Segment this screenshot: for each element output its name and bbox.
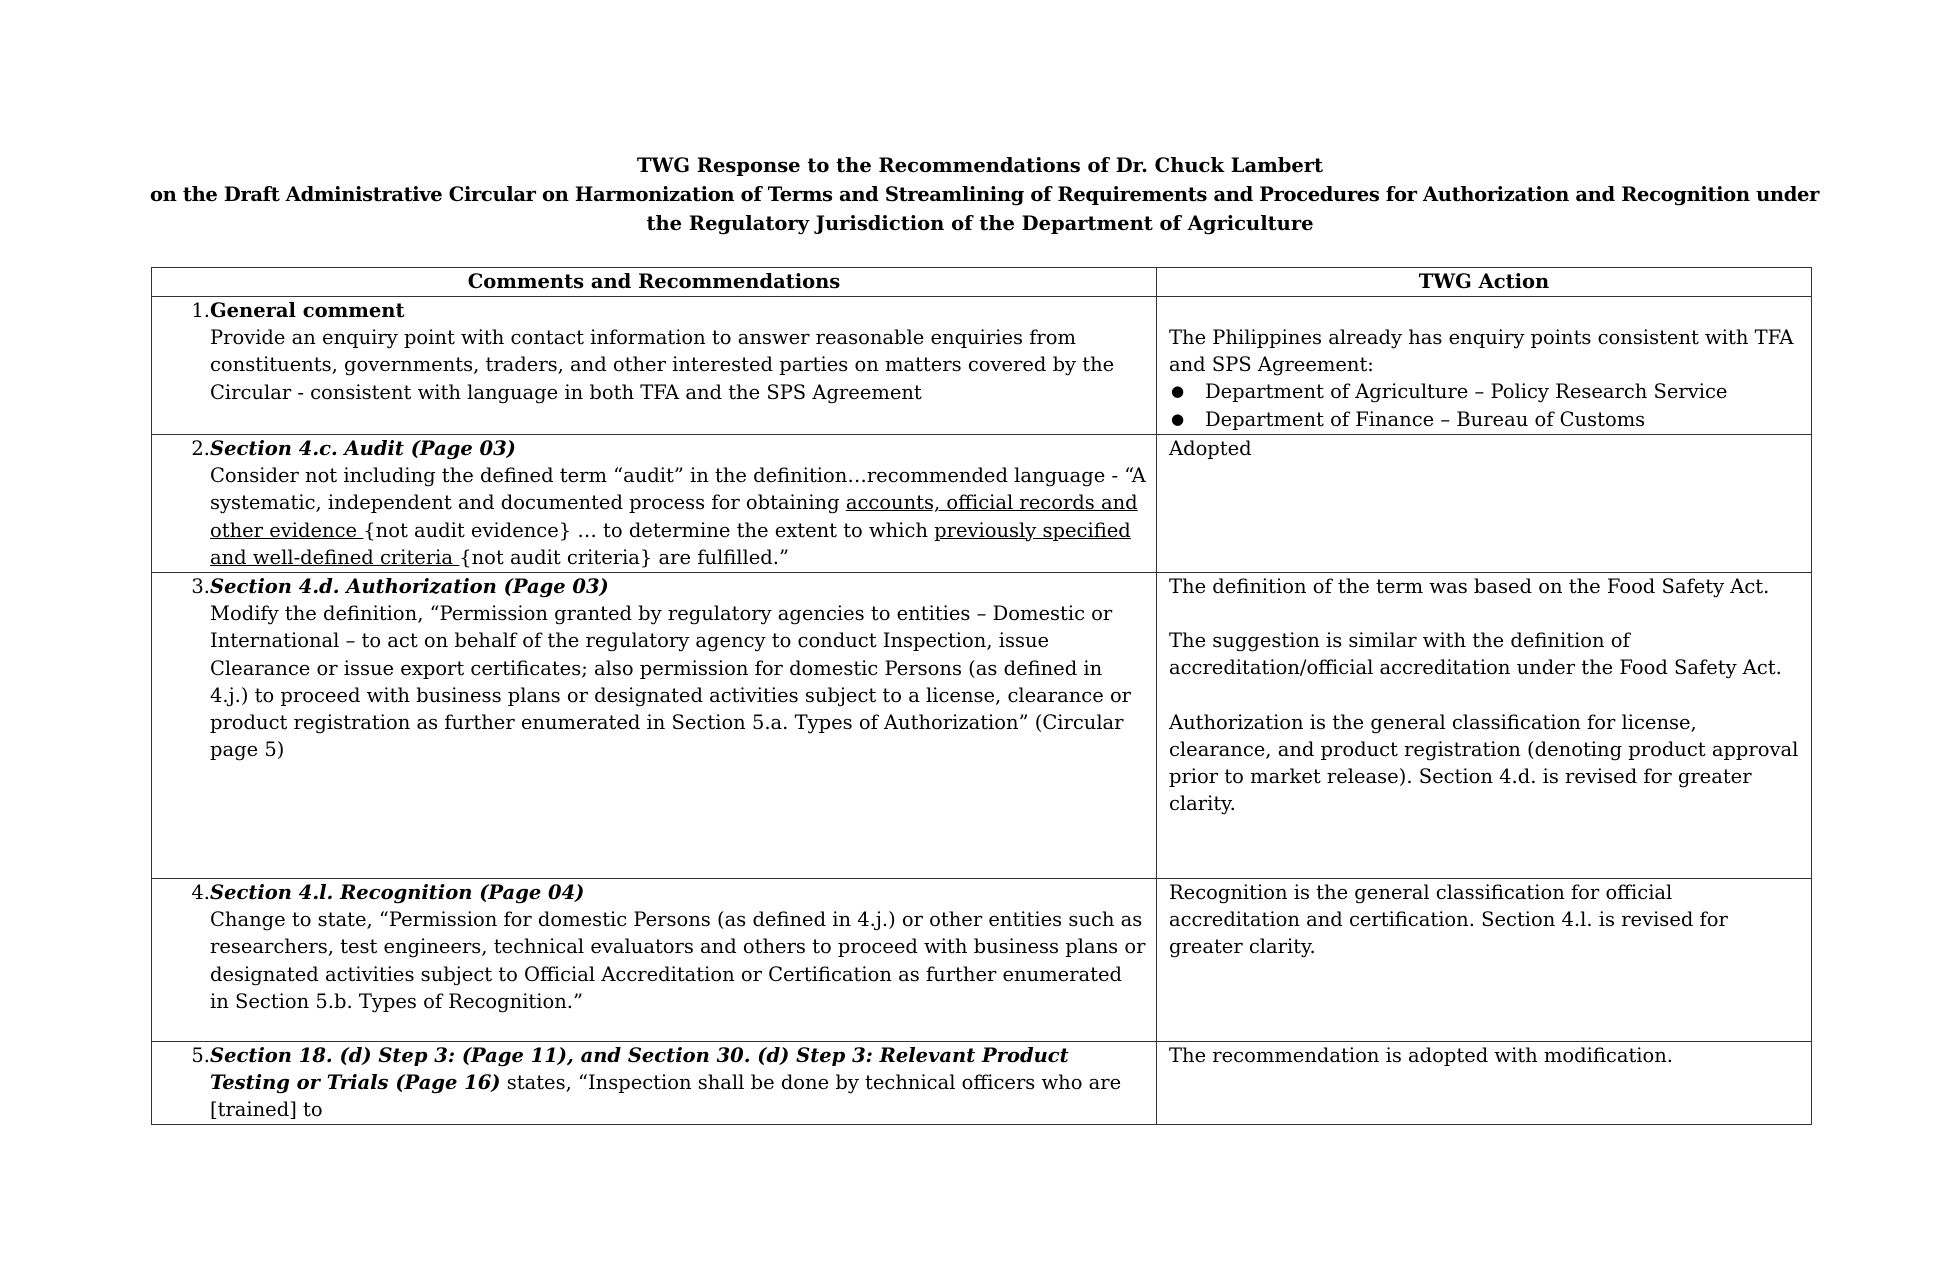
comment-cell	[152, 297, 1157, 435]
table-row	[152, 573, 1812, 879]
list-item	[1169, 406, 1801, 433]
item-number: 2.	[191, 437, 210, 460]
item-title: General comment	[210, 299, 405, 322]
bullet-icon: ●	[1171, 382, 1185, 401]
item-text: Modify the definition, “Permission granted by regulatory agencies to entities – Domestic or International – to act on behalf of the regulatory agency to conduct Inspection, issue Clearance or issue export certificates; also permission for domestic Persons (as defined in 4.j.) to proceed with business plans or designated activities subject to a license, clearance or product registration as further enumerated in Section 5.a. Types of Authorization” (Circular page 5)	[210, 602, 1132, 762]
action-text: Adopted	[1169, 437, 1252, 460]
bullet-text: Department of Agriculture – Policy Research Service	[1205, 380, 1728, 404]
item-number: 1.	[191, 299, 210, 322]
document-title	[150, 151, 1820, 238]
header-comments: Comments and Recommendations	[152, 268, 1157, 297]
action-bullet-list	[1169, 378, 1801, 432]
item-number: 4.	[191, 881, 210, 904]
bullet-icon: ●	[1171, 409, 1185, 428]
table-row	[152, 879, 1812, 1042]
action-text: The recommendation is adopted with modification.	[1169, 1044, 1674, 1067]
action-text: The Philippines already has enquiry points consistent with TFA and SPS Agreement:	[1169, 326, 1794, 377]
title-line-2: on the Draft Administrative Circular on Harmonization of Terms and Streamlining of Requirements and Procedures for Authorization and Recognition under	[150, 183, 1820, 206]
item-title: Section 4.d. Authorization (Page 03)	[210, 575, 609, 598]
action-text: Authorization is the general classification for license, clearance, and product registration (denoting product approval prior to market release). Section 4.d. is revised for greater clarity.	[1169, 710, 1799, 816]
item-text: Section 18. (d) Step 3: (Page 11), and Section 30. (d) Step 3: Relevant Product Testing or Trials (Page 16) states, “Inspection shall be done by technical officers who are [trained] to	[210, 1044, 1122, 1122]
item-text: Change to state, “Permission for domestic Persons (as defined in 4.j.) or other entities such as researchers, test engineers, technical evaluators and others to proceed with business plans or designated activities subject to Official Accreditation or Certification as further enumerated in Section 5.b. Types of Recognition.”	[210, 908, 1146, 1013]
list-item	[1169, 378, 1801, 405]
comment-cell	[152, 573, 1157, 879]
action-cell	[1157, 1042, 1812, 1125]
item-title: Section 4.l. Recognition (Page 04)	[210, 881, 585, 904]
action-text: The definition of the term was based on the Food Safety Act.	[1169, 575, 1770, 598]
comment-cell	[152, 435, 1157, 573]
action-cell	[1157, 879, 1812, 1042]
comment-cell	[152, 1042, 1157, 1125]
item-number: 5.	[191, 1044, 210, 1067]
item-text: Consider not including the defined term “audit” in the definition…recommended language - “A systematic, independent and documented process for obtaining accounts, official records and other evidence {not audit evidence} … to determine the extent to which previously specified and well-defined criteria {not audit criteria} are fulfilled.”	[210, 464, 1146, 569]
item-text: Provide an enquiry point with contact information to answer reasonable enquiries from constituents, governments, traders, and other interested parties on matters covered by the Circular - consistent with language in both TFA and the SPS Agreement	[210, 326, 1115, 404]
item-title: Section 4.c. Audit (Page 03)	[210, 437, 516, 460]
table-row	[152, 297, 1812, 435]
action-cell	[1157, 435, 1812, 573]
header-twg-action: TWG Action	[1157, 268, 1812, 297]
response-table	[151, 267, 1812, 1125]
bullet-text: Department of Finance – Bureau of Customs	[1205, 407, 1646, 431]
table-header-row	[152, 268, 1812, 297]
action-text: The suggestion is similar with the definition of accreditation/official accreditation under the Food Safety Act.	[1169, 629, 1782, 680]
table-row	[152, 435, 1812, 573]
comment-cell	[152, 879, 1157, 1042]
action-cell	[1157, 573, 1812, 879]
table-row	[152, 1042, 1812, 1125]
item-number: 3.	[191, 575, 210, 598]
title-line-1: TWG Response to the Recommendations of Dr. Chuck Lambert	[636, 154, 1324, 177]
item-title: Section 18. (d) Step 3: (Page 11), and Section 30. (d) Step 3: Relevant Product Testing or Trials (Page 16)	[210, 1044, 1069, 1095]
action-cell	[1157, 297, 1812, 435]
title-line-3: the Regulatory Jurisdiction of the Department of Agriculture	[646, 212, 1314, 235]
action-text: Recognition is the general classification for official accreditation and certification. Section 4.l. is revised for greater clarity.	[1169, 881, 1728, 959]
